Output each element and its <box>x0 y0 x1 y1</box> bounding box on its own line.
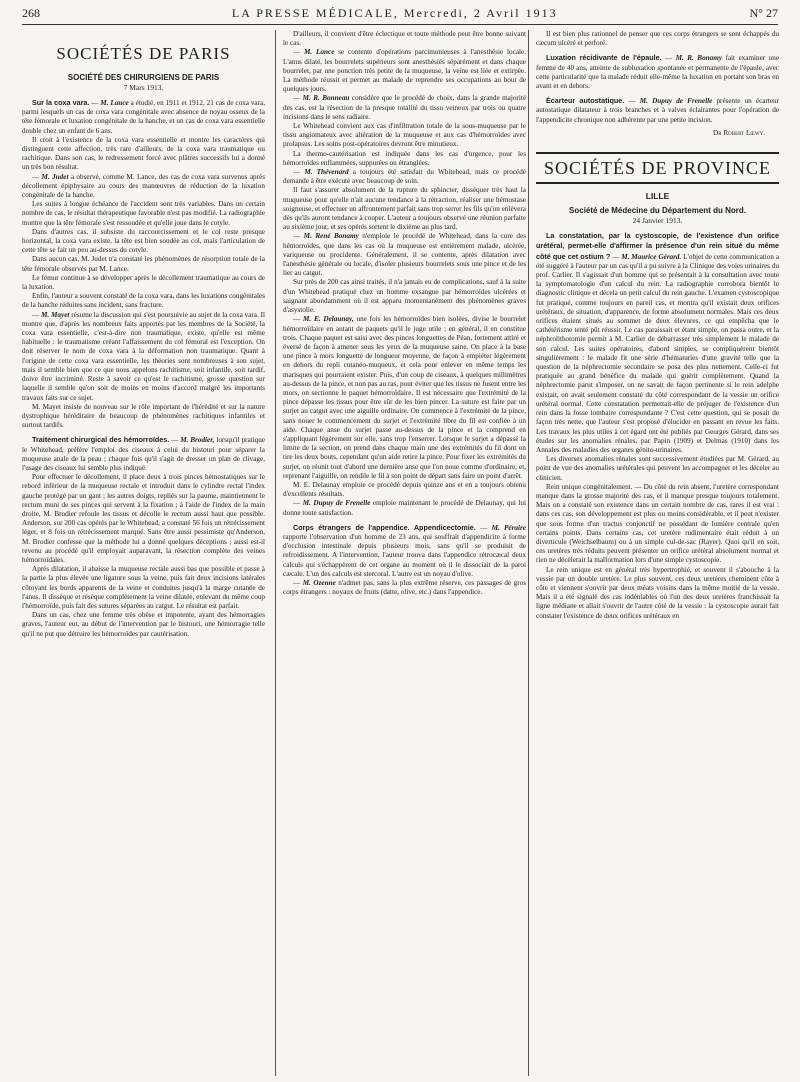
column-1 <box>22 30 265 1075</box>
paragraph: Après dilatation, il abaisse la muqueuse rectale aussi bas que possible et passe à la partie la plus élevée une ligature sous la veine, puis fait deux incisions latérales côtoyant les bords apparents de la veine et conduites jusqu'à la marge cutanée de l'anus. Il dissèque et résèque complètement la veine dilatée, enlevant du même coup l'hémorroïde, puis fait des sutures séparées au catgut. Le résultat est parfait. <box>22 565 265 610</box>
speaker: M. Mayet <box>41 310 70 319</box>
article-luxation: Luxation récidivante de l'épaule. — M. R. Bonamy fait examiner une femme de 40 ans, atteinte de subluxation spontanée et permanente de l'épaule, avec cette particularité que la malade réduit elle-même la luxation en portant son bras en avant et en dehors. <box>536 53 779 91</box>
session-date: 24 Janvier 1913. <box>632 216 683 226</box>
article-title: Luxation récidivante de l'épaule. <box>546 53 662 63</box>
paragraph: Il croit à l'existence de la coxa vara essentielle et montre les caractères qui distinguent cette affection, très rare d'ailleurs, de la coxa vara traumatique ou rachitique. Dans son cas, le redressement forcé avec plâtres successifs lui a donné un très bon résultat. <box>22 135 265 172</box>
speaker: M. Lance <box>304 48 335 57</box>
paragraph: Sur près de 200 cas ainsi traités, il n'a jamais eu de complications, sauf à la suite d'un Whitehead pratiqué chez un homme exsangue par hémorroïdes ulcérées et saignant abondamment où il est apparu momentanément des phénomènes graves d'asystolie. <box>283 278 526 315</box>
paragraph: Le rein unique est en général très hypertrophié, et souvent il s'abouche à la vessie par un double uretère. Le plus souvent, ces deux uretères cheminent côte à côte et viennent s'ouvrir par deux méats voisins dans la même moitié de la vessie. Mais il a été signalé des cas indéniables où l'un des deux uretères franchissait la ligne médiane et allait s'ouvrir de l'autre côté de la vessie : la cystoscopie aurait fait constater l'existence de deux orifices urétéraux en <box>536 565 779 620</box>
article-corps-etrangers: Corps étrangers de l'appendice. Appendicectomie. — M. Péraire rapporte l'observation d'un homme de 23 ans, qui souffrait d'appendicite à forme d'occlusion intestinale depuis plusieurs mois, sans qu'il se produisit de refroidissement. A l'intervention, l'auteur trouva dans l'appendice rétrocæcal deux calculs qui s'échappèrent de cet organe au moment où il le dissociait de la paroi cæcale. L'un des calculs est stercoral. L'autre est un noyau d'olive. <box>283 522 526 578</box>
paragraph: — M. R. Bonneau considère que le procédé de choix, dans la grande majorité des cas, est la résection de la presque totalité du tissu veineux par trois ou quatre incisions dans le sens radiaire. <box>283 94 526 121</box>
paragraph: Le Whitehead convient aux cas d'infiltration totale de la sous-muqueuse par le tissu angiomateux avec altération de la muqueuse et aux cas d'hémorroïdes avec prolapsus. Les soins post-opératoires devront être minutieux. <box>283 122 526 149</box>
paragraph: Il faut s'assurer absolument de la rupture du sphincter, disséquer très haut la muqueuse pour qu'elle n'ait aucune tendance à la rétraction, réaliser une hémostase soigneuse, et effectuer un affrontement parfait sans trop serrer les fils qu'on enlèvera dès qu'ils auront tendance à couper. L'auteur a toujours observé une réunion parfaite au sixième jour, et ses opérés sortent le dixième au plus tard. <box>283 186 526 232</box>
session-date: 7 Mars 1913. <box>123 83 164 92</box>
paragraph-text: n'admet pas, sans la plus extrême réserve, ces passages de gros corps étrangers : noyaux de fruits (datte, olive, etc.) dans l'appendice. <box>283 578 526 597</box>
speaker: M. Brodier, <box>180 436 215 445</box>
paragraph: a étudié, en 1911 et 1912, 21 cas de coxa vara, parmi lesquels un cas de coxa vara congénitale avec absence de noyau osseux de la tête fémorale et luxation congénitale de la hanche, et un cas de coxa vara essentielle double chez un enfant de 6 ans. <box>22 99 265 135</box>
paragraph: Dans aucun cas, M. Judet n'a constaté les phénomènes de résorption totale de la tête fémorale observés par M. Lance. <box>22 255 265 273</box>
speaker: M. Ozenne <box>302 578 336 587</box>
paragraph-text: considère que le procédé de choix, dans la grande majorité des cas, est la résection de la presque totalité du tissu veineux par trois ou quatre incisions dans le sens radiaire. <box>283 94 526 121</box>
paragraph-text: emploie maintenant le procédé de Delaunay, qui lui donne toute satisfaction. <box>283 499 526 517</box>
paragraph: Dans un cas, chez une femme très obèse et impotente, ayant des hémorragies graves, l'auteur eut, au début de l'intervention par le bistouri, une hémorragie telle qu'il ne put que détruire les hémorroïdes par cautérisation. <box>22 611 265 638</box>
header-rule <box>22 24 778 25</box>
issue-number: N° 27 <box>749 6 778 20</box>
paragraph-text: fait examiner une femme de 40 ans, atteinte de subluxation spontanée et permanente de l'épaule, avec cette particularité que la malade réduit elle-même la luxation en portant son bras en avant et en dehors. <box>536 54 779 91</box>
city-heading: LILLE <box>645 191 670 202</box>
paragraph: — M. Lance se contente d'opérations parcimonieuses à l'anesthésie locale. L'anus dilaté, les bourrelets supérieurs sont anesthésiés séparément et dans chaque bourrelet, par une ponction très petite de la muqueuse, la veine est liée et extirpée. La méthode réussit et permet au malade de reprendre ses occupations au bout de quelques jours. <box>283 48 526 94</box>
paragraph: — M. Judet a observé, comme M. Lance, des cas de coxa vara survenus après décollement épiphysaire au cours des manœuvres de réduction de la luxation congénitale de la hanche. <box>22 172 265 200</box>
paragraph: M. E. Delaunay emploie ce procédé depuis quinze ans et en a toujours obtenu d'excellents résultats. <box>283 480 526 499</box>
article-title: Sur la coxa vara. <box>32 98 90 107</box>
paragraph-text: une fois les hémorroïdes bien isolées, divise le bourrelet hémorroïdaire en autant de paquets qu'il le juge utile ; en général, il en constitue trois. Chaque paquet est saisi avec des pinces longuettes de Péan, fortement attiré et éversé de façon à amener sous les yeux de la muqueuse saine. On place à la base une pince à mors longuette de longueur moyenne, de façon à empiéter légèrement en dehors du repli cutanéo-muqueux, et cela pour enlever en même temps les marisques qui pourraient exister. Puis, d'un coup de ciseaux, à quelques millimètres au-dessus de la pince, et non pas au ras, pour éviter que les tissus ne fusent entre les mors, on sectionne le paquet hémorroïdaire. Il est nécessaire que l'extrémité de la pince dépasse les tissus pour être sûr de les bien pincer. La suture est faite par un surjet au catgut avec une aiguille ordinaire. On commence à l'extrémité de la pince, sans nouer le commencement du surjet et l'extrémité libre du fil est confiée à un aide. Chaque anse du surjet passe au-dessus de la pince et la comprend en s'appliquant légèrement sur elle, sans trop l'enserrer. Lorsque le surjet a dépassé la limite de la section, on prend dans chaque main une des extrémités du fil dont on tire les deux bouts, cependant qu'un aide retire la pince. Pour fixer les extrémités du surjet, on réunit tout d'abord une dernière anse que l'on noue comme d'ordinaire, et, reprenant l'aiguille, on rendile le fil à son point de départ sans faire un point d'arrêt. <box>283 315 526 480</box>
column-3 <box>536 30 779 1075</box>
paragraph-text: lorsqu'il pratique le Whitehead, préfère l'emploi des ciseaux à celui du bistouri pour séparer la muqueuse anale de la peau ; chaque fois qu'il s'agit de dresser un plan de clivage, l'usage des ciseaux lui semble plus indiqué. <box>22 436 265 472</box>
running-head <box>22 6 778 22</box>
speaker: M. R. Bonamy <box>675 54 723 63</box>
speaker: M. E. Delaunay, <box>303 315 354 324</box>
article-coxa-vara: Sur la coxa vara. — M. Lance a étudié, en 1911 et 1912, 21 cas de coxa vara, parmi lesquels un cas de coxa vara congénitale avec absence de noyau osseux de la tête fémorale et luxation congénitale de la hanche, et un cas de coxa vara essentielle double chez un enfant de 6 ans. <box>22 98 265 135</box>
article-ecarteur: Écarteur autostatique. — M. Dupuy de Frenelle présente un écarteur autostatique dilatateur à trois branches et à valves éclairantes pour l'opération de l'appendicite chronique non adhérente par une petite incision. <box>536 96 779 124</box>
paragraph-text: se contente d'opérations parcimonieuses à l'anesthésie locale. L'anus dilaté, les bourrelets supérieurs sont anesthésiés séparément et dans chaque bourrelet, par une ponction très petite de la muqueuse, la veine est liée et extirpée. La méthode réussit et permet au malade de reprendre ses occupations au bout de quelques jours. <box>283 48 526 94</box>
article-title: La constatation, par la cystoscopie, de l'existence d'un orifice urétéral, permet-elle d'affirmer la présence d'un rein situé du même côté que cet ostium ? <box>536 231 779 261</box>
speaker: M. René Bonamy <box>303 232 359 241</box>
article-title: Corps étrangers de l'appendice. Appendicectomie. <box>293 522 476 532</box>
paragraph: — M. René Bonamy n'emploie le procédé de Whitehead, dans la cure des hémorroïdes, que dans les cas où la muqueuse est entièrement malade, ulcérée, variqueuse ou procidente. Généralement, il se contente, après dilatation avec l'anesthésie générale ou locale, d'isoler plusieurs bourrelets sous une pince et de les lier au catgut. <box>283 232 526 278</box>
paragraph: — M. Thévenard a toujours été satisfait du Whitehead, mais ce procédé demande à être exécuté avec beaucoup de soin. <box>283 168 526 186</box>
paragraph-text: présente un écarteur autostatique dilatateur à trois branches et à valves éclairantes pour l'opération de l'appendicite chronique non adhérente par une petite incision. <box>536 97 779 124</box>
paragraph: — M. Ozenne n'admet pas, sans la plus extrême réserve, ces passages de gros corps étrangers : noyaux de fruits (datte, olive, etc.) dans l'appendice. <box>283 578 526 597</box>
paragraph-text: rapporte l'observation d'un homme de 23 ans, qui souffrait d'appendicite à forme d'occlusion intestinale depuis plusieurs mois, sans qu'il se produisit de refroidissement. A l'intervention, l'auteur trouva dans l'appendice rétrocæcal deux calculs qui s'échappèrent de cet organe au moment où il le dissociait de la paroi cæcale. L'un des calculs est stercoral. L'autre est un noyau d'olive. <box>283 532 526 578</box>
speaker: M. Maurice Gérard. <box>621 252 682 261</box>
paragraph: Rein unique congénitalement. — Du côté du rein absent, l'uretère correspondant manque dans la grosse majorité des cas, et il manque presque toujours totalement. Mais on a constaté son existence dans un certain nombre de cas, rares il est vrai : dans ces cas, son développement est plus ou moins considérable, et il peut n'exister que sous forme d'un tractus conjonctif ne possédant de lumière centrale qu'en certains points. Dans certains cas, cet uretère rudimentaire était réduit à un diverticule (Weichselbaum) ou à un simple cul-de-sac (Rayer). Quoi qu'il en soit, ces uretères très réduits peuvent présenter un orifice urétéral absolument normal et rien ne décèlerait la malformation lors d'une simple cystoscopie. <box>536 482 779 565</box>
section-title: SOCIÉTÉS DE PROVINCE <box>536 152 779 184</box>
journal-title: LA PRESSE MÉDICALE, Mercredi, 2 Avril 1913 <box>231 6 558 20</box>
paragraph-text: a toujours été satisfait du Whitehead, mais ce procédé demande à être exécuté avec beaucoup de soin. <box>283 168 526 186</box>
paragraph-text: résume la discussion qui s'est poursuivie au sujet de la coxa vara. Il montre que, d'après les nombreux faits apportés par les membres de la Société, la coxa vara essentielle, c'est-à-dire non traumatique, existe, qu'elle est même habituelle : le traumatisme créant l'affaissement du col fémoral est l'exception. On doit réserver le nom de coxa vara à la déformation non traumatique. Quant à l'origine de cette coxa vara essentielle, les théories sont nombreuses à son sujet, mais il semble bien que ce que nous appelons rachitisme, soit infantile, soit tardif, doive être incriminé. Reste à savoir ce qu'est le rachitisme, grosse question sur laquelle il semble qu'on soit de moins en moins d'accord malgré les importants travaux faits sur ce sujet. <box>22 310 265 402</box>
column-divider <box>528 30 529 1076</box>
paragraph: La thermo-cautérisation est indiquée dans les cas d'urgence, pour les hémorroïdes enflammées, suppurées ou étranglées. <box>283 149 526 167</box>
column-divider <box>275 30 276 1076</box>
column-2 <box>283 30 526 1075</box>
article-title: Traitement chirurgical des hémorroïdes. <box>32 435 170 445</box>
paragraph: Enfin, l'auteur a souvent constaté de la coxa vara, dans les luxations congénitales de la hanche réduites sans incident, sans fracture. <box>22 292 265 310</box>
paragraph-text: L'objet de cette communication a été suggéré à l'auteur par un cas qu'il a pu suivre à la Clinique des voies urinaires du prof. Carlier. Il s'agissait d'un homme qui se présentait à la consultation avec toute la symptomatologie d'un calcul du rein. La radiographie corrobora bientôt le diagnostic clinique et décela un petit calcul du rein gauche. L'examen cystoscopique fut pratiqué, comme toujours en pareil cas, et montra qu'il existait deux orifices urétéraux, de situation, d'apparence, de forme absolument normales. Mais ces deux orifices étaient situés au sommet de deux élevures, ce qui empêcha que le cathétérisme tenté pût réussir. Le cas paraissait et étant simple, on passa outre, et la néphrolithotomie permit à M. Carlier de débarrasser très simplement le malade de son calcul. Les suites opératoires, d'abord simples, se compliquèrent bientôt singulièrement : le malade fit une série d'hématuries d'une gravité telle que la question de la néphrectomie secondaire se posa des plus nettement. Celle-ci fut pratiquée au grand bénéfice du malade qui guérit complètement. Quand la néphrectomie parut s'imposer, on ne savait de façon pertinente si le rein adelphe existait, on avait seulement constaté du côté correspondant de la vessie un orifice urétéral normal. Cette constatation permettait-elle de préjuger de l'existence d'un rein dans la fosse lombaire correspondante ? C'est cette question, qui se posait de façon très nette, que l'auteur s'est proposé d'élucider en passant en revue les faits. Les travaux les plus utiles à cet égard ont été publiés par Georges Gérard, dans ses études sur les anomalies rénales, par Papin (1909) et Delmas (1910) dans les Annales des maladies des organes génito-urinaires. <box>536 252 779 454</box>
speaker: M. Thévenard <box>304 168 349 177</box>
paragraph: Les diverses anomalies rénales sont successivement étudiées par M. Gérard, au point de vue des anomalies urétérales qui peuvent les accompagner et les déceler au clinicien. <box>536 455 779 482</box>
society-name: SOCIÉTÉ DES CHIRURGIENS DE PARIS <box>67 73 220 82</box>
speaker: M. Judet <box>41 172 69 181</box>
speaker: M. R. Bonneau <box>302 94 350 103</box>
society-name: Société de Médecine du Département du Nord. <box>569 206 746 216</box>
paragraph: M. Mayet insiste de nouveau sur le rôle important de l'hérédité et sur la nature dystrophique héréditaire de beaucoup de phénomènes rachitiques infantiles et surtout tardifs. <box>22 402 265 430</box>
paragraph: Pour effectuer le décollement, il place deux à trois pinces hémostatiques sur le rebord inférieur de la muqueuse rectale et introduit dans le cylindre rectal l'index gauche protégé par un gant ; les autres doigts, repliés sur la paume, maintiennent le rectum muni de ses pinces qui servent à la fixation ; à l'aide de l'index de la main droite, M. Brodier refoule les tissus et décolle le rectum aussi haut que possible. Anderson, sur 200 cas opérés par le Whitehead, a constaté 56 fois un rétrécissement léger, et 8 fois un rétrécissement marqué. Sans être aussi pessimiste qu'Anderson, M. Brodier confesse que la méthode lui a donné quelques déceptions ; aussi est-il revenu au procédé qu'il employait auparavant, la résection complète des veines hémorroïdales. <box>22 473 265 564</box>
paragraph: D'ailleurs, il convient d'être éclectique et toute méthode peut être bonne suivant le cas. <box>283 30 526 48</box>
paragraph: — M. Mayet résume la discussion qui s'est poursuivie au sujet de la coxa vara. Il montre que, d'après les nombreux faits apportés par les membres de la Société, la coxa vara essentielle, c'est-à-dire non traumatique, existe, qu'elle est même habituelle : le traumatisme créant l'affaissement du col fémoral est l'exception. On doit réserver le nom de coxa vara à la déformation non traumatique. Quant à l'origine de cette coxa vara essentielle, les théories sont nombreuses à son sujet, mais il semble bien que ce que nous appelons rachitisme, soit infantile, soit tardif, doive être incriminé. Reste à savoir ce qu'est le rachitisme, grosse question sur laquelle il semble qu'on soit de moins en moins d'accord malgré les importants travaux faits sur ce sujet. <box>22 310 265 402</box>
paragraph: — M. Dupuy de Frenelle emploie maintenant le procédé de Delaunay, qui lui donne toute satisfaction. <box>283 499 526 517</box>
speaker: M. Péraire <box>491 523 526 532</box>
article-cystoscopie: La constatation, par la cystoscopie, de l'existence d'un orifice urétéral, permet-elle d'affirmer la présence d'un rein situé du même côté que cet ostium ? — M. Maurice Gérard. L'objet de cette communication a été suggéré à l'auteur par un cas qu'il a pu suivre à la Clinique des voies urinaires du prof. Carlier. Il s'agissait d'un homme qui se présentait à la consultation avec toute la symptomatologie d'un calcul du rein. La radiographie corrobora bientôt le diagnostic clinique et décela un petit calcul du rein gauche. L'examen cystoscopique fut pratiqué, comme toujours en pareil cas, et montra qu'il existait deux orifices urétéraux, de situation, d'apparence, de forme absolument normales. Mais ces deux orifices étaient situés au sommet de deux élevures, ce qui empêcha que le cathétérisme tenté pût réussir. Le cas paraissait et étant simple, on passa outre, et la néphrolithotomie permit à M. Carlier de débarrasser très simplement le malade de son calcul. Les suites opératoires, d'abord simples, se compliquèrent bientôt singulièrement : le malade fit une série d'hématuries d'une gravité telle que la question de la néphrectomie secondaire se posa des plus nettement. Celle-ci fut pratiquée au grand bénéfice du malade qui guérit complètement. Quand la néphrectomie parut s'imposer, on ne savait de façon pertinente si le rein adelphe existait, on avait seulement constaté du côté correspondant de la vessie un orifice urétéral normal. Cette constatation permettait-elle de préjuger de l'existence d'un rein dans la fosse lombaire correspondante ? C'est cette question, qui se posait de façon très nette, que l'auteur s'est proposé d'élucider en passant en revue les faits. Les travaux les plus utiles à cet égard ont été publiés par Georges Gérard, dans ses études sur les anomalies rénales, par Papin (1909) et Delmas (1910) dans les Annales des maladies des organes génito-urinaires. <box>536 231 779 454</box>
speaker: M. Lance <box>100 99 129 107</box>
paragraph: — M. E. Delaunay, une fois les hémorroïdes bien isolées, divise le bourrelet hémorroïdaire en autant de paquets qu'il le juge utile ; en général, il en constitue trois. Chaque paquet est saisi avec des pinces longuettes de Péan, fortement attiré et éversé de façon à amener sous les yeux de la muqueuse saine. On place à la base une pince à mors longuette de longueur moyenne, de façon à empiéter légèrement en dehors du repli cutanéo-muqueux, et cela pour enlever en même temps les marisques qui pourraient exister. Puis, d'un coup de ciseaux, à quelques millimètres au-dessus de la pince, et non pas au ras, pour éviter que les tissus ne fusent entre les mors, on sectionne le paquet hémorroïdaire. Il est nécessaire que l'extrémité de la pince dépasse les tissus pour être sûr de les bien pincer. La suture est faite par un surjet au catgut avec une aiguille ordinaire. On commence à l'extrémité de la pince, sans nouer le commencement du surjet et l'extrémité libre du fil est confiée à un aide. Chaque anse du surjet passe au-dessus de la pince et la comprend en s'appliquant légèrement sur elle, sans trop l'enserrer. Lorsque le surjet a dépassé la limite de la section, on prend dans chaque main une des extrémités du fil dont on tire les deux bouts, cependant qu'un aide retire la pince. Pour fixer les extrémités du surjet, on réunit tout d'abord une dernière anse que l'on noue comme d'ordinaire, et, reprenant l'aiguille, on rendile le fil à son point de départ sans faire un point d'arrêt. <box>283 315 526 480</box>
author-signature: Dr Robert Lœwy. <box>713 128 765 137</box>
paragraph: Les suites à longue échéance de l'accident sont très variables. Dans un certain nombre de cas, le résultat thérapeutique favorable n'est pas modifié. La radiographie montre que la tête fémorale s'est ressoudée et qu'elle joue dans le cotyle. <box>22 200 265 227</box>
article-title: Écarteur autostatique. <box>546 96 625 106</box>
paragraph-text: a observé, comme M. Lance, des cas de coxa vara survenus après décollement épiphysaire au cours des manœuvres de réduction de la luxation congénitale de la hanche. <box>22 172 265 200</box>
article-hemorroides: Traitement chirurgical des hémorroïdes. — M. Brodier, lorsqu'il pratique le Whitehead, préfère l'emploi des ciseaux à celui du bistouri pour séparer la muqueuse anale de la peau ; chaque fois qu'il s'agit de dresser un plan de clivage, l'usage des ciseaux lui semble plus indiqué. <box>22 435 265 472</box>
paragraph: Il est bien plus rationnel de penser que ces corps étrangers se sont échappés du cæcum ulcéré et perforé. <box>536 30 779 48</box>
speaker: M. Dupuy de Frenelle <box>302 499 371 508</box>
section-title: SOCIÉTÉS DE PARIS <box>56 44 231 63</box>
paragraph: Dans d'autres cas, il subsiste du raccourcissement et le col reste presque horizontal, la coxa vara existe, la tête est bien soudée au col, mais l'articulation de cette tête se fait un peu au-dessus du cotyle. <box>22 227 265 255</box>
page-number: 268 <box>22 6 40 20</box>
speaker: M. Dupuy de Frenelle <box>639 97 713 106</box>
paragraph: Le fémur continue à se développer après le décollement traumatique au cours de la luxation. <box>22 273 265 292</box>
paragraph-text: n'emploie le procédé de Whitehead, dans la cure des hémorroïdes, que dans les cas où la muqueuse est entièrement malade, ulcérée, variqueuse ou procidente. Généralement, il se contente, après dilatation avec l'anesthésie générale ou locale, d'isoler plusieurs bourrelets sous une pince et de les lier au catgut. <box>283 232 526 278</box>
